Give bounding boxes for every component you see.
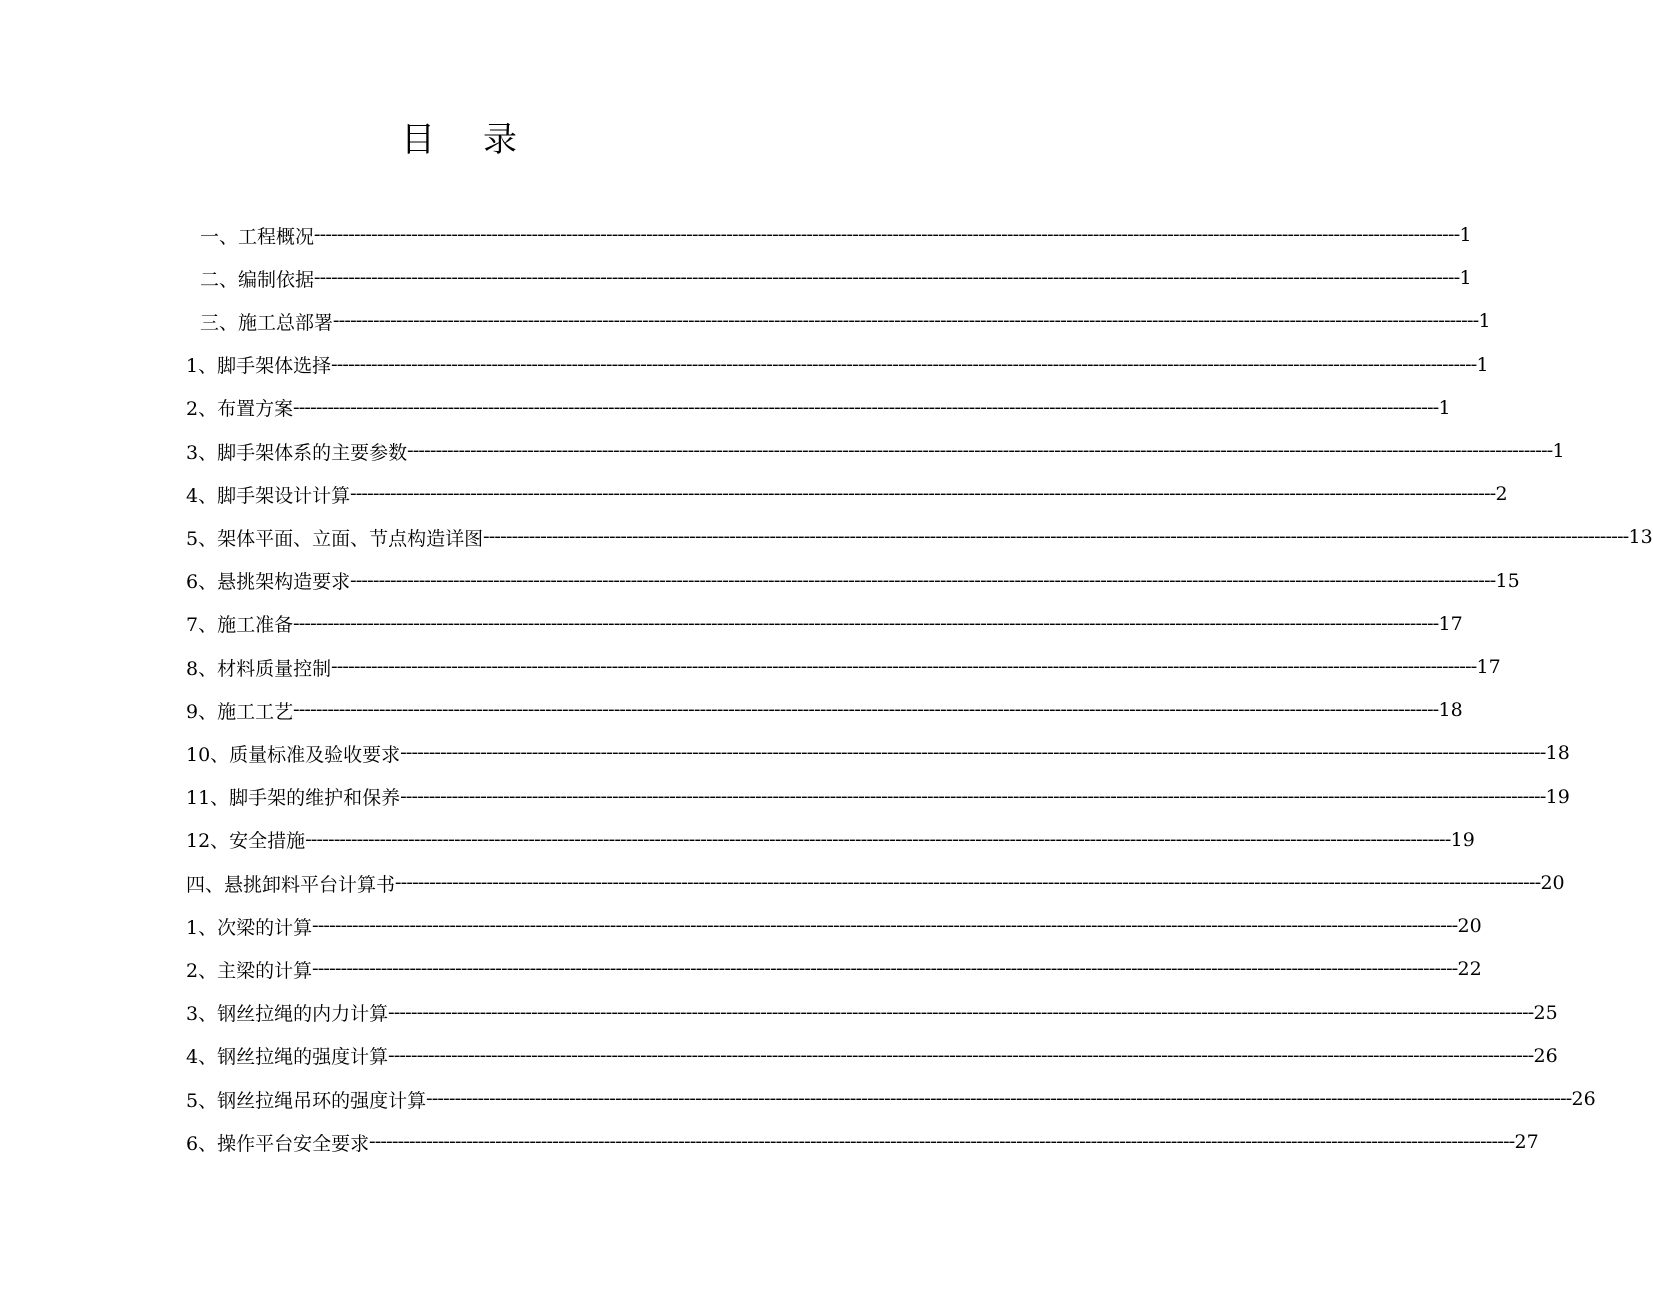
toc-entry-page-number: 26 (1571, 1088, 1596, 1110)
toc-entry-title: 10、质量标准及验收要求 (186, 743, 401, 766)
toc-entry-title: 2、主梁的计算 (186, 959, 313, 982)
toc-leader-dashes: -------------------------------------------------------------------------------------------------------------------------------------------------------------------------------------------------------- (400, 785, 1546, 807)
toc-leader-dashes: -------------------------------------------------------------------------------------------------------------------------------------------------------------------------------------------------------- (312, 915, 1458, 937)
toc-entry-page-number: 17 (1476, 656, 1501, 678)
toc-entry-page-number: 19 (1450, 828, 1475, 851)
toc-leader-dashes: -------------------------------------------------------------------------------------------------------------------------------------------------------------------------------------------------------- (314, 267, 1460, 289)
toc-entry-title: 一、工程概况 (200, 225, 315, 248)
toc-leader-dashes: -------------------------------------------------------------------------------------------------------------------------------------------------------------------------------------------------------- (369, 1131, 1515, 1153)
toc-entry-page-number: 15 (1495, 569, 1520, 592)
page-title (0, 112, 920, 161)
title-char-2: 录 (483, 120, 519, 160)
toc-entry-title: 三、施工总部署 (200, 311, 334, 334)
toc-entry-page-number: 18 (1545, 742, 1570, 765)
toc-entry[interactable] (200, 215, 1472, 255)
toc-entry-title: 8、材料质量控制 (186, 657, 332, 680)
toc-entry-page-number: 1 (1552, 440, 1565, 462)
toc-entry[interactable] (186, 345, 1489, 385)
toc-entry-title: 5、架体平面、立面、节点构造详图 (186, 527, 484, 550)
toc-entry-title: 12、安全措施 (186, 830, 306, 853)
toc-entry-page-number: 20 (1540, 872, 1565, 894)
toc-entry-page-number: 1 (1459, 224, 1472, 246)
toc-entry[interactable] (200, 301, 1491, 341)
toc-entry-page-number: 2 (1495, 483, 1508, 506)
toc-entry-title: 1、次梁的计算 (186, 916, 313, 939)
toc-entry[interactable] (186, 820, 1475, 860)
toc-entry-title: 7、施工准备 (186, 614, 294, 637)
toc-entry-title: 9、施工工艺 (186, 700, 294, 723)
toc-entry-title: 3、钢丝拉绳的内力计算 (186, 1003, 389, 1026)
toc-entry-page-number: 1 (1459, 267, 1472, 290)
toc-leader-dashes: -------------------------------------------------------------------------------------------------------------------------------------------------------------------------------------------------------- (407, 440, 1553, 461)
toc-entry-page-number: 26 (1533, 1044, 1558, 1067)
toc-leader-dashes: -------------------------------------------------------------------------------------------------------------------------------------------------------------------------------------------------------- (333, 310, 1479, 332)
toc-entry[interactable] (186, 733, 1570, 773)
toc-entry[interactable] (186, 1079, 1596, 1119)
toc-leader-dashes: -------------------------------------------------------------------------------------------------------------------------------------------------------------------------------------------------------- (395, 872, 1541, 893)
toc-entry[interactable] (186, 1036, 1558, 1076)
toc-leader-dashes: -------------------------------------------------------------------------------------------------------------------------------------------------------------------------------------------------------- (331, 656, 1477, 677)
toc-entry-title: 6、操作平台安全要求 (186, 1132, 370, 1155)
toc-leader-dashes: -------------------------------------------------------------------------------------------------------------------------------------------------------------------------------------------------------- (350, 569, 1496, 591)
title-char-1: 目 (401, 120, 437, 160)
toc-entry[interactable] (186, 863, 1565, 903)
toc-leader-dashes: -------------------------------------------------------------------------------------------------------------------------------------------------------------------------------------------------------- (293, 699, 1439, 721)
toc-entry-page-number: 1 (1478, 310, 1491, 333)
toc-entry[interactable] (186, 690, 1463, 730)
toc-entry-title: 11、脚手架的维护和保养 (186, 787, 401, 810)
toc-entry[interactable] (186, 474, 1508, 514)
toc-entry-title: 4、脚手架设计计算 (186, 484, 351, 507)
toc-entry[interactable] (186, 431, 1565, 471)
toc-entry-page-number: 20 (1457, 915, 1482, 938)
toc-entry[interactable] (186, 561, 1520, 601)
toc-entry-page-number: 27 (1514, 1131, 1539, 1154)
toc-leader-dashes: -------------------------------------------------------------------------------------------------------------------------------------------------------------------------------------------------------- (426, 1088, 1572, 1109)
toc-entry-title: 5、钢丝拉绳吊环的强度计算 (186, 1089, 427, 1112)
toc-leader-dashes: -------------------------------------------------------------------------------------------------------------------------------------------------------------------------------------------------------- (483, 526, 1629, 548)
toc-entry[interactable] (186, 993, 1558, 1033)
toc-entry[interactable] (200, 258, 1472, 298)
toc-entry-title: 6、悬挑架构造要求 (186, 571, 351, 594)
toc-entry-title: 四、悬挑卸料平台计算书 (186, 873, 396, 896)
toc-entry[interactable] (186, 1122, 1539, 1162)
toc-entry-title: 1、脚手架体选择 (186, 355, 332, 378)
toc-entry-page-number: 18 (1438, 699, 1463, 722)
toc-leader-dashes: -------------------------------------------------------------------------------------------------------------------------------------------------------------------------------------------------------- (293, 396, 1439, 418)
toc-entry-title: 4、钢丝拉绳的强度计算 (186, 1046, 389, 1069)
toc-entry[interactable] (186, 604, 1463, 644)
toc-entry-page-number: 22 (1457, 958, 1482, 981)
toc-leader-dashes: -------------------------------------------------------------------------------------------------------------------------------------------------------------------------------------------------------- (400, 742, 1546, 764)
toc-entry-page-number: 25 (1533, 1001, 1558, 1024)
toc-entry[interactable] (186, 949, 1482, 989)
toc-leader-dashes: -------------------------------------------------------------------------------------------------------------------------------------------------------------------------------------------------------- (314, 224, 1460, 245)
toc-leader-dashes: -------------------------------------------------------------------------------------------------------------------------------------------------------------------------------------------------------- (312, 958, 1458, 980)
toc-entry-title: 二、编制依据 (200, 268, 315, 291)
toc-entry-page-number: 1 (1476, 353, 1489, 376)
toc-leader-dashes: -------------------------------------------------------------------------------------------------------------------------------------------------------------------------------------------------------- (305, 828, 1451, 850)
toc-leader-dashes: -------------------------------------------------------------------------------------------------------------------------------------------------------------------------------------------------------- (293, 612, 1439, 634)
toc-entry-page-number: 19 (1545, 785, 1570, 808)
toc-leader-dashes: -------------------------------------------------------------------------------------------------------------------------------------------------------------------------------------------------------- (388, 1001, 1534, 1023)
toc-leader-dashes: -------------------------------------------------------------------------------------------------------------------------------------------------------------------------------------------------------- (350, 483, 1496, 505)
toc-entry[interactable] (186, 647, 1501, 687)
toc-entry-page-number: 17 (1438, 612, 1463, 635)
toc-entry-page-number: 13 (1628, 526, 1653, 549)
toc-entry[interactable] (186, 777, 1570, 817)
toc-entry-title: 3、脚手架体系的主要参数 (186, 441, 408, 464)
toc-entry[interactable] (186, 388, 1451, 428)
toc-entry-title: 2、布置方案 (186, 398, 294, 421)
toc-leader-dashes: -------------------------------------------------------------------------------------------------------------------------------------------------------------------------------------------------------- (388, 1044, 1534, 1066)
toc-entry[interactable] (186, 517, 1653, 557)
toc-leader-dashes: -------------------------------------------------------------------------------------------------------------------------------------------------------------------------------------------------------- (331, 353, 1477, 375)
toc-entry[interactable] (186, 906, 1482, 946)
toc-entry-page-number: 1 (1438, 396, 1451, 419)
